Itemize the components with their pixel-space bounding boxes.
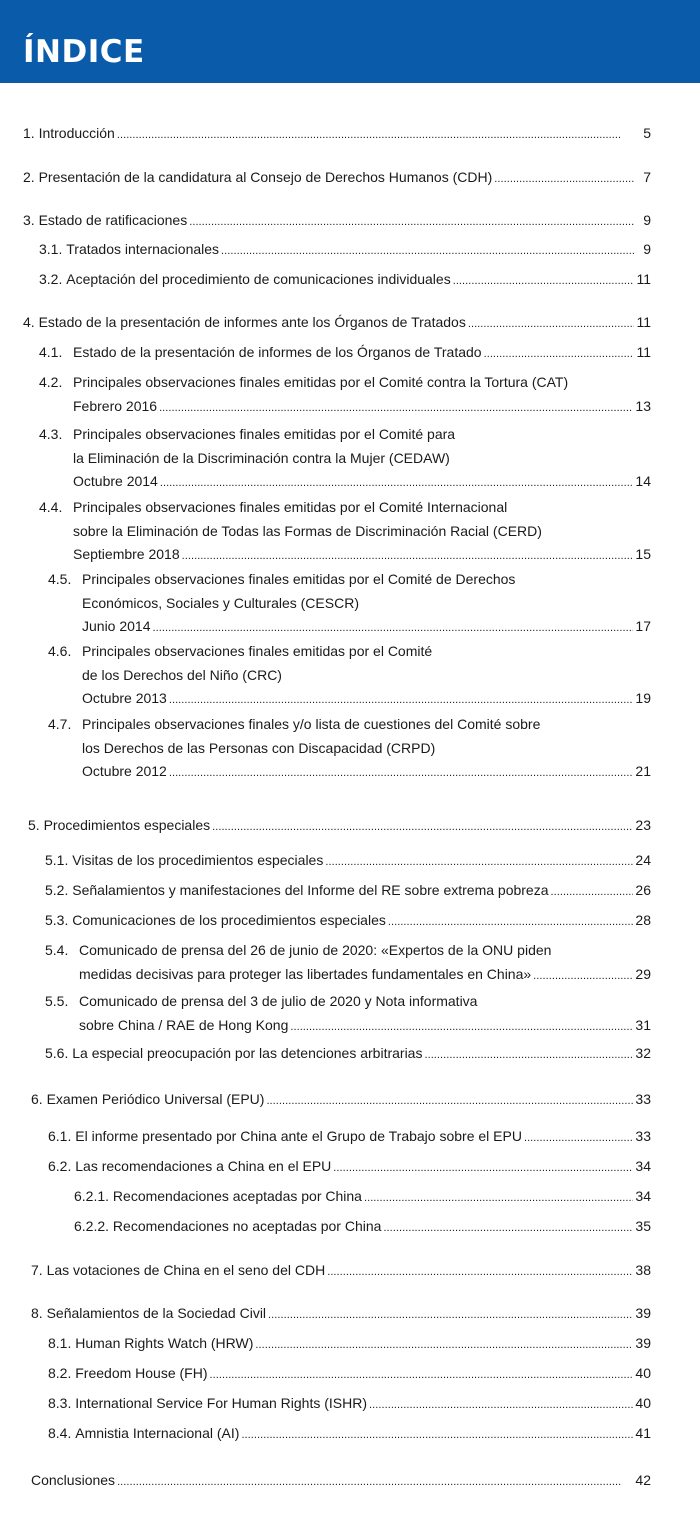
toc-number: 3. — [23, 212, 35, 228]
toc-title: Presentación de la candidatura al Consejo de Derechos Humanos (CDH) — [38, 169, 493, 185]
toc-title-line: Comunicado de prensa del 3 de julio de 2020 y Nota informativa — [79, 993, 478, 1009]
dot-leader — [369, 1392, 633, 1418]
toc-number: 4.5. — [48, 571, 72, 587]
toc-number: 2. — [23, 169, 35, 185]
dot-leader — [325, 849, 633, 875]
toc-entry-conclusiones[interactable] — [31, 1469, 651, 1495]
toc-entry-8[interactable] — [31, 1302, 651, 1328]
toc-entry-5-3[interactable] — [45, 909, 651, 935]
toc-page: 33 — [635, 1091, 651, 1107]
toc-title: Procedimientos especiales — [43, 817, 211, 833]
dot-leader — [182, 543, 634, 569]
toc-entry-5[interactable] — [28, 814, 651, 840]
toc-title-line: Principales observaciones finales emitidas por el Comité de Derechos — [82, 571, 516, 587]
dot-leader — [159, 395, 633, 421]
toc-number: 8.3. — [48, 1395, 72, 1411]
toc-number: 8.4. — [48, 1425, 72, 1441]
dot-leader — [189, 209, 635, 235]
toc-entry-6-1[interactable] — [48, 1125, 651, 1151]
dot-leader — [210, 1362, 634, 1388]
toc-title: La especial preocupación por las detenciones arbitrarias — [72, 1045, 423, 1061]
dot-leader — [212, 814, 633, 840]
toc-entry-8-3[interactable] — [48, 1392, 651, 1418]
toc-title-line: sobre China / RAE de Hong Kong — [79, 1016, 289, 1033]
dot-leader — [290, 1014, 633, 1040]
toc-entry-8-4[interactable] — [48, 1422, 651, 1448]
toc-page: 9 — [643, 212, 651, 228]
toc-title: Señalamientos de la Sociedad Civil — [46, 1305, 267, 1321]
toc-page: 31 — [635, 1016, 651, 1033]
toc-page: 32 — [635, 1045, 651, 1061]
toc-page: 41 — [635, 1425, 651, 1441]
toc-entry-4-3[interactable] — [39, 423, 651, 496]
toc-entry-4-4[interactable] — [39, 496, 651, 569]
toc-number: 7. — [31, 1262, 43, 1278]
toc-number: 4.6. — [48, 643, 72, 659]
toc-number: 5.4. — [45, 942, 69, 958]
toc-number: 5.1. — [45, 852, 69, 868]
toc-number: 5.2. — [45, 882, 69, 898]
toc-number: 3.2. — [39, 271, 63, 287]
toc-number: 6.2.2. — [74, 1218, 110, 1234]
toc-entry-6[interactable] — [31, 1088, 651, 1114]
toc-date: Octubre 2013 — [82, 690, 167, 706]
toc-title: Estado de la presentación de informes de los Órganos de Tratado — [73, 344, 482, 360]
toc-title: El informe presentado por China ante el Grupo de Trabajo sobre el EPU — [75, 1128, 522, 1144]
dot-leader — [255, 1332, 633, 1358]
toc-page: 39 — [635, 1305, 651, 1321]
toc-number: 5.6. — [45, 1045, 69, 1061]
toc-title-line: Principales observaciones finales emitidas por el Comité Internacional — [73, 499, 508, 515]
toc-entry-5-1[interactable] — [45, 849, 651, 875]
dot-leader — [533, 963, 633, 989]
toc-entry-4-1[interactable] — [39, 341, 651, 367]
dot-leader — [524, 1125, 633, 1151]
toc-number: 1. — [23, 125, 35, 141]
dot-leader — [424, 1042, 633, 1068]
toc-number: 4.7. — [48, 716, 72, 732]
toc-title: Freedom House (FH) — [75, 1365, 208, 1381]
toc-title: Estado de la presentación de informes ante los Órganos de Tratados — [38, 314, 466, 330]
toc-page: 24 — [635, 852, 651, 868]
toc-date: Septiembre 2018 — [73, 546, 180, 562]
toc-entry-5-4[interactable] — [45, 939, 651, 988]
toc-number: 5.3. — [45, 912, 69, 928]
toc-number: 5.5. — [45, 993, 69, 1009]
toc-page: 11 — [636, 271, 651, 287]
toc-title: Human Rights Watch (HRW) — [75, 1335, 254, 1351]
toc-entry-1[interactable] — [23, 122, 651, 148]
toc-page: 11 — [636, 314, 651, 330]
toc-page: 26 — [635, 882, 651, 898]
toc-entry-5-6[interactable] — [45, 1042, 651, 1068]
dot-leader — [169, 760, 634, 786]
toc-page: 13 — [635, 397, 651, 414]
dot-leader — [327, 1259, 633, 1285]
toc-title-line: Principales observaciones finales emitidas por el Comité contra la Tortura (CAT) — [73, 374, 569, 390]
toc-title: International Service For Human Rights (ISHR) — [75, 1395, 368, 1411]
toc-entry-5-2[interactable] — [45, 879, 651, 905]
toc-entry-6-2-1[interactable] — [74, 1185, 651, 1211]
toc-entry-6-2[interactable] — [48, 1155, 651, 1181]
dot-leader — [268, 1302, 633, 1328]
toc-date: Junio 2014 — [82, 618, 151, 634]
toc-title: Comunicaciones de los procedimientos especiales — [72, 912, 386, 928]
toc-page: 33 — [635, 1128, 651, 1144]
toc-entry-3[interactable] — [23, 209, 651, 235]
toc-entry-4-6[interactable] — [48, 640, 651, 713]
toc-page: 14 — [635, 473, 651, 489]
toc-date: Octubre 2012 — [82, 763, 167, 779]
toc-title-line: Principales observaciones finales emitidas por el Comité para — [73, 426, 456, 442]
toc-page: 15 — [635, 546, 651, 562]
toc-number: 4.4. — [39, 499, 63, 515]
toc-page: 34 — [635, 1188, 651, 1204]
toc-date: Febrero 2016 — [73, 397, 158, 414]
toc-page: 40 — [635, 1365, 651, 1381]
dot-leader — [221, 238, 635, 264]
toc-title-line: Principales observaciones finales emitidas por el Comité — [82, 643, 433, 659]
toc-title-line: la Eliminación de la Discriminación contra la Mujer (CEDAW) — [73, 449, 450, 466]
toc-title: Recomendaciones no aceptadas por China — [112, 1218, 382, 1234]
toc-title-line: Principales observaciones finales y/o lista de cuestiones del Comité sobre — [82, 716, 541, 732]
toc-title: Tratados internacionales — [66, 241, 220, 257]
toc-number: 6.2. — [48, 1158, 72, 1174]
toc-title: Recomendaciones aceptadas por China — [112, 1188, 362, 1204]
dot-leader — [117, 122, 635, 148]
page-title: ÍNDICE — [23, 34, 145, 70]
toc-entry-7[interactable] — [31, 1259, 651, 1285]
toc-page: 23 — [635, 817, 651, 833]
toc-number: 4.2. — [39, 374, 63, 390]
toc-title-line: medidas decisivas para proteger las libertades fundamentales en China» — [79, 965, 532, 982]
dot-leader — [153, 615, 634, 641]
toc-entry-3-2[interactable] — [39, 268, 651, 294]
toc-number: 6.2.1. — [74, 1188, 110, 1204]
toc-title-line: sobre la Eliminación de Todas las Formas de Discriminación Racial (CERD) — [73, 522, 542, 539]
dot-leader — [266, 1088, 633, 1114]
dot-leader — [241, 1422, 633, 1448]
toc-page: 9 — [643, 241, 651, 257]
header-bar — [0, 0, 700, 83]
toc-title-line: los Derechos de las Personas con Discapacidad (CRPD) — [82, 739, 436, 756]
toc-title: Señalamientos y manifestaciones del Informe del RE sobre extrema pobreza — [72, 882, 549, 898]
dot-leader — [468, 311, 635, 337]
toc-page: 19 — [635, 690, 651, 706]
toc-entry-4-7[interactable] — [48, 713, 651, 786]
toc-date: Octubre 2014 — [73, 473, 158, 489]
toc-page: 11 — [636, 344, 651, 360]
toc-entry-4-5[interactable] — [48, 568, 651, 641]
toc-entry-5-5[interactable] — [45, 990, 651, 1039]
toc-number: 4.3. — [39, 426, 63, 442]
toc-title: Introducción — [38, 125, 115, 141]
toc-title: Las votaciones de China en el seno del CDH — [46, 1262, 326, 1278]
dot-leader — [484, 341, 635, 367]
toc-entry-2[interactable] — [23, 166, 651, 192]
toc-title: Examen Periódico Universal (EPU) — [46, 1091, 265, 1107]
toc-page: 39 — [635, 1335, 651, 1351]
toc-page: 7 — [643, 169, 651, 185]
toc-entry-8-2[interactable] — [48, 1362, 651, 1388]
toc-title: Visitas de los procedimientos especiales — [72, 852, 324, 868]
toc-number: 4.1. — [39, 344, 63, 360]
toc-title-line: de los Derechos del Niño (CRC) — [82, 666, 282, 683]
toc-page: 29 — [635, 965, 651, 982]
dot-leader — [160, 470, 634, 496]
toc-page: 40 — [635, 1395, 651, 1411]
toc-title: Amnistia Internacional (AI) — [75, 1425, 240, 1441]
toc-page: 28 — [635, 912, 651, 928]
toc-page: 42 — [635, 1472, 651, 1488]
toc-number: 3.1. — [39, 241, 63, 257]
dot-leader — [494, 166, 635, 192]
toc-title-line: Económicos, Sociales y Culturales (CESCR) — [82, 594, 359, 611]
toc-page: 35 — [635, 1218, 651, 1234]
dot-leader — [388, 909, 634, 935]
toc-title: Estado de ratificaciones — [38, 212, 188, 228]
toc-number: 6. — [31, 1091, 43, 1107]
dot-leader — [333, 1155, 633, 1181]
toc-number: 8.1. — [48, 1335, 72, 1351]
dot-leader — [169, 687, 634, 713]
toc-entry-8-1[interactable] — [48, 1332, 651, 1358]
dot-leader — [453, 268, 635, 294]
toc-number: 4. — [23, 314, 35, 330]
toc-page: 17 — [635, 618, 651, 634]
toc-page: 34 — [635, 1158, 651, 1174]
toc-number: 8.2. — [48, 1365, 72, 1381]
dot-leader — [551, 879, 634, 905]
dot-leader — [117, 1469, 633, 1495]
toc-entry-4[interactable] — [23, 311, 651, 337]
toc-number: 6.1. — [48, 1128, 72, 1144]
toc-page: 21 — [635, 763, 651, 779]
toc-title: Las recomendaciones a China en el EPU — [75, 1158, 332, 1174]
toc-entry-3-1[interactable] — [39, 238, 651, 264]
toc-title-line: Comunicado de prensa del 26 de junio de 2020: «Expertos de la ONU piden — [79, 942, 552, 958]
dot-leader — [383, 1215, 633, 1241]
toc-page: 38 — [635, 1262, 651, 1278]
toc-title: Aceptación del procedimiento de comunicaciones individuales — [66, 271, 451, 287]
toc-title: Conclusiones — [31, 1472, 116, 1488]
toc-entry-6-2-2[interactable] — [74, 1215, 651, 1241]
toc-page: 5 — [643, 125, 651, 141]
toc-number: 8. — [31, 1305, 43, 1321]
toc-number: 5. — [28, 817, 40, 833]
toc-entry-4-2[interactable] — [39, 371, 651, 420]
dot-leader — [364, 1185, 633, 1211]
